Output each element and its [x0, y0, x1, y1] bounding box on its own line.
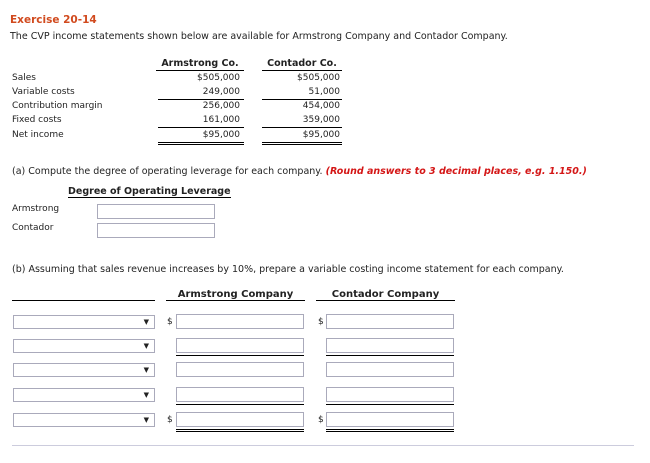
dol-armstrong-label: Armstrong: [12, 204, 60, 214]
contador-company-header: Contador Company: [316, 289, 455, 301]
contador-variable-costs: 51,000: [308, 87, 340, 97]
armstrong-dollar-sign-1: $: [167, 317, 173, 327]
section-divider: [12, 445, 634, 446]
armstrong-dollar-sign-5: $: [167, 415, 173, 425]
contador-column-header: Contador Co.: [262, 58, 342, 71]
contador-subtotal-rule: [262, 99, 342, 100]
armstrong-amount-input-3[interactable]: [176, 362, 304, 377]
dol-contador-input[interactable]: [97, 223, 215, 238]
contador-double-rule-top: [262, 142, 342, 143]
armstrong-column-header: Armstrong Co.: [156, 58, 244, 71]
armstrong-company-header: Armstrong Company: [166, 289, 305, 301]
armstrong-double-line-top: [176, 429, 304, 430]
statement-line-select-2[interactable]: [13, 339, 155, 353]
armstrong-double-rule-top: [158, 142, 244, 143]
contador-double-line-bottom: [326, 431, 454, 432]
contador-contribution-margin: 454,000: [302, 101, 340, 111]
contador-subtotal-line-2: [326, 355, 454, 356]
armstrong-sales: $505,000: [197, 73, 240, 83]
contador-net-income: $95,000: [302, 130, 340, 140]
armstrong-total-rule: [158, 127, 244, 128]
row-label-net-income: Net income: [12, 130, 64, 140]
contador-dollar-sign-1: $: [318, 317, 324, 327]
armstrong-subtotal-line-2: [176, 355, 304, 356]
row-label-contribution-margin: Contribution margin: [12, 101, 103, 111]
contador-amount-input-3[interactable]: [326, 362, 454, 377]
armstrong-net-income: $95,000: [202, 130, 240, 140]
contador-double-line-top: [326, 429, 454, 430]
armstrong-amount-input-2[interactable]: [176, 338, 304, 353]
statement-line-select-5[interactable]: [13, 413, 155, 427]
contador-subtotal-line-4: [326, 404, 454, 405]
chevron-down-icon: ▼: [143, 366, 149, 374]
armstrong-amount-input-1[interactable]: [176, 314, 304, 329]
armstrong-double-rule-bottom: [158, 144, 244, 145]
contador-double-rule-bottom: [262, 144, 342, 145]
dol-contador-label: Contador: [12, 223, 54, 233]
armstrong-amount-input-4[interactable]: [176, 387, 304, 402]
chevron-down-icon: ▼: [143, 391, 149, 399]
armstrong-amount-input-5[interactable]: [176, 412, 304, 427]
contador-total-rule: [262, 127, 342, 128]
part-b-question: (b) Assuming that sales revenue increases by 10%, prepare a variable costing income statement for each company.: [12, 264, 564, 275]
contador-amount-input-2[interactable]: [326, 338, 454, 353]
statement-line-select-3[interactable]: [13, 363, 155, 377]
intro-text: The CVP income statements shown below are available for Armstrong Company and Contador Company.: [10, 31, 508, 42]
armstrong-subtotal-line-4: [176, 404, 304, 405]
armstrong-subtotal-rule: [158, 99, 244, 100]
contador-sales: $505,000: [297, 73, 340, 83]
dol-armstrong-input[interactable]: [97, 204, 215, 219]
row-label-fixed-costs: Fixed costs: [12, 115, 62, 125]
chevron-down-icon: ▼: [143, 318, 149, 326]
statement-label-column-rule: [12, 300, 155, 301]
row-label-sales: Sales: [12, 73, 36, 83]
armstrong-fixed-costs: 161,000: [202, 115, 240, 125]
part-a-question: [12, 166, 587, 177]
armstrong-contribution-margin: 256,000: [202, 101, 240, 111]
contador-amount-input-1[interactable]: [326, 314, 454, 329]
chevron-down-icon: ▼: [143, 416, 149, 424]
contador-dollar-sign-5: $: [318, 415, 324, 425]
contador-fixed-costs: 359,000: [302, 115, 340, 125]
contador-amount-input-5[interactable]: [326, 412, 454, 427]
statement-line-select-1[interactable]: [13, 315, 155, 329]
chevron-down-icon: ▼: [143, 342, 149, 350]
armstrong-variable-costs: 249,000: [202, 87, 240, 97]
part-a-question-text: (a) Compute the degree of operating leverage for each company.: [12, 166, 323, 177]
statement-line-select-4[interactable]: [13, 388, 155, 402]
contador-amount-input-4[interactable]: [326, 387, 454, 402]
part-a-round-note: (Round answers to 3 decimal places, e.g. 1.150.): [325, 166, 587, 177]
armstrong-double-line-bottom: [176, 431, 304, 432]
dol-column-header: Degree of Operating Leverage: [68, 186, 231, 197]
exercise-title: Exercise 20-14: [10, 14, 97, 26]
row-label-variable-costs: Variable costs: [12, 87, 75, 97]
